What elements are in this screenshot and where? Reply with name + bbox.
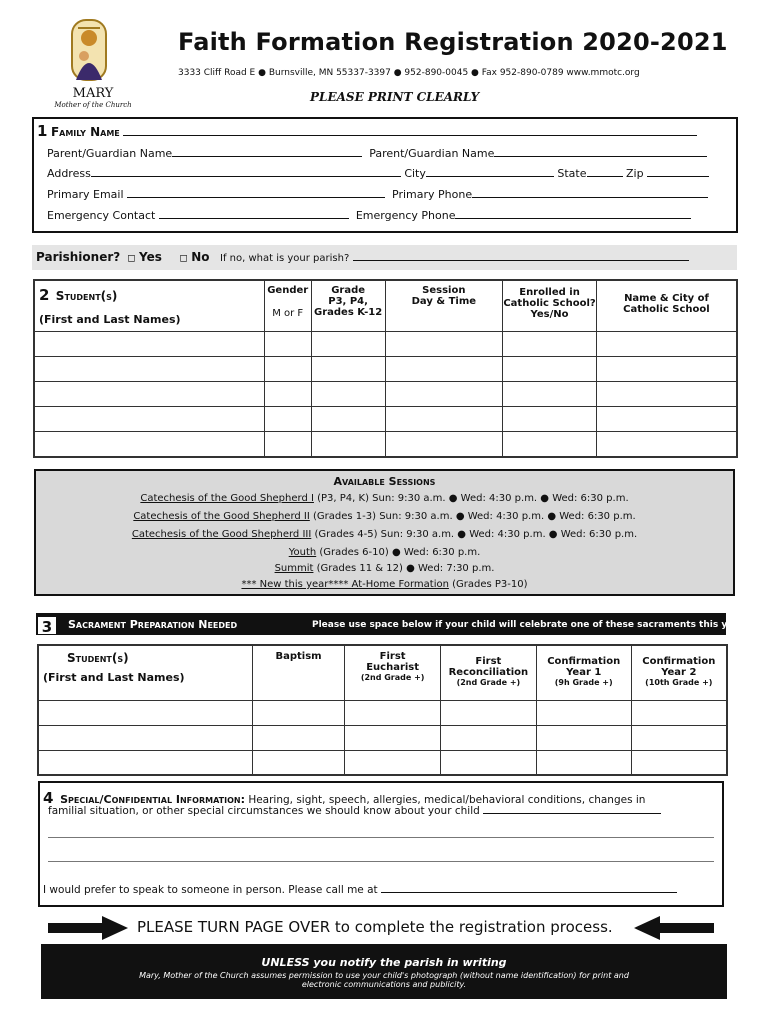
table-row[interactable] bbox=[34, 382, 737, 407]
emergency-contact-field[interactable] bbox=[159, 208, 349, 219]
special-info-field[interactable] bbox=[483, 803, 661, 814]
city-label: City bbox=[404, 167, 426, 180]
confirmation2-header: Confirmation Year 2 (10th Grade +) bbox=[631, 645, 727, 700]
special-info-line-2[interactable] bbox=[48, 861, 714, 862]
yes-checkbox[interactable]: ◻ bbox=[127, 253, 136, 264]
logo-name: MARY bbox=[72, 86, 114, 101]
gender-header: Gender M or F bbox=[264, 280, 311, 332]
parish-address: 3333 Cliff Road E ● Burnsville, MN 55337-3397 ● 952-890-0045 ● Fax 952-890-0789 www.mmotc.org bbox=[178, 68, 640, 78]
session-summit-text: (Grades 11 & 12) ● Wed: 7:30 p.m. bbox=[316, 563, 495, 574]
zip-label: Zip bbox=[626, 167, 644, 180]
sacrament-students-header: Student(s) (First and Last Names) bbox=[38, 645, 252, 700]
eucharist-header: First Eucharist (2nd Grade +) bbox=[345, 645, 441, 700]
school-header: Name & City of Catholic School bbox=[596, 280, 737, 332]
session-cgs1-text: (P3, P4, K) Sun: 9:30 a.m. ● Wed: 4:30 p.m. ● Wed: 6:30 p.m. bbox=[317, 493, 629, 504]
table-row[interactable] bbox=[34, 332, 737, 357]
no-checkbox[interactable]: ◻ bbox=[179, 253, 188, 264]
table-row[interactable] bbox=[38, 725, 727, 750]
parent2-label: Parent/Guardian Name bbox=[369, 147, 495, 160]
section-number-2: 2 bbox=[39, 286, 50, 304]
special-info-text1: Hearing, sight, speech, allergies, medical/behavioral conditions, changes in bbox=[248, 794, 646, 806]
table-row[interactable] bbox=[34, 357, 737, 382]
parent1-field[interactable] bbox=[172, 146, 362, 157]
confirmation1-header: Confirmation Year 1 (9h Grade +) bbox=[536, 645, 631, 700]
parishioner-label: Parishioner? bbox=[36, 250, 121, 264]
parent1-label: Parent/Guardian Name bbox=[47, 147, 173, 160]
emergency-contact-label: Emergency Contact bbox=[47, 209, 156, 222]
session-athome-text: (Grades P3-10) bbox=[452, 579, 528, 590]
call-me-label: I would prefer to speak to someone in person. Please call me at bbox=[43, 884, 378, 896]
other-parish-field[interactable] bbox=[353, 250, 689, 261]
enrolled-header: Enrolled in Catholic School? Yes/No bbox=[503, 280, 597, 332]
email-label: Primary Email bbox=[47, 188, 124, 201]
logo-subtitle: Mother of the Church bbox=[54, 101, 132, 109]
session-youth-text: (Grades 6-10) ● Wed: 6:30 p.m. bbox=[319, 547, 481, 558]
section-number-4: 4 bbox=[43, 789, 54, 807]
turn-page-notice: PLEASE TURN PAGE OVER to complete the registration process. bbox=[137, 918, 613, 936]
table-row[interactable] bbox=[38, 750, 727, 775]
email-field[interactable] bbox=[127, 187, 385, 198]
state-label: State bbox=[557, 167, 587, 180]
session-youth-link[interactable]: Youth bbox=[288, 547, 317, 558]
left-arrow-icon bbox=[634, 916, 714, 944]
emergency-phone-label: Emergency Phone bbox=[355, 209, 456, 222]
yes-label: Yes bbox=[139, 250, 162, 264]
footer-line2: Mary, Mother of the Church assumes permission to use your child's photograph (without name identification) for print and bbox=[139, 971, 629, 980]
zip-field[interactable] bbox=[647, 166, 709, 177]
call-me-field[interactable] bbox=[381, 882, 677, 893]
special-info-text2: familial situation, or other special circumstances we should know about your child bbox=[48, 805, 480, 817]
session-cgs2-text: (Grades 1-3) Sun: 9:30 a.m. ● Wed: 4:30 p.m. ● Wed: 6:30 p.m. bbox=[313, 511, 636, 522]
footer-line3: electronic communications and publicity. bbox=[301, 980, 467, 989]
section-number-3: 3 bbox=[41, 618, 53, 636]
table-row[interactable] bbox=[38, 700, 727, 725]
students-header bbox=[34, 280, 264, 332]
section-number-1: 1 bbox=[37, 122, 48, 140]
family-name-field[interactable] bbox=[123, 125, 697, 136]
students-subtitle: (First and Last Names) bbox=[39, 313, 181, 326]
no-label: No bbox=[191, 250, 210, 264]
baptism-header: Baptism bbox=[252, 645, 345, 700]
grade-header: Grade P3, P4, Grades K-12 bbox=[311, 280, 385, 332]
table-row[interactable] bbox=[34, 407, 737, 432]
session-cgs1-link[interactable]: Catechesis of the Good Shepherd I bbox=[140, 493, 314, 504]
session-header: Session Day & Time bbox=[385, 280, 503, 332]
special-info-line-1[interactable] bbox=[48, 837, 714, 838]
parent2-field[interactable] bbox=[494, 146, 707, 157]
session-cgs3-link[interactable]: Catechesis of the Good Shepherd III bbox=[131, 529, 312, 540]
phone-field[interactable] bbox=[472, 187, 708, 198]
city-field[interactable] bbox=[426, 166, 554, 177]
address-label: Address bbox=[47, 167, 91, 180]
session-athome-link[interactable]: *** New this year**** At-Home Formation bbox=[241, 579, 449, 590]
address-field[interactable] bbox=[91, 166, 401, 177]
session-summit-link[interactable]: Summit bbox=[274, 563, 314, 574]
other-parish-label: If no, what is your parish? bbox=[220, 253, 350, 264]
right-arrow-icon bbox=[48, 916, 128, 944]
session-cgs2-link[interactable]: Catechesis of the Good Shepherd II bbox=[133, 511, 310, 522]
sacrament-instruction: Please use space below if your child will celebrate one of these sacraments this year. bbox=[312, 620, 746, 630]
reconciliation-header: First Reconciliation (2nd Grade +) bbox=[440, 645, 536, 700]
print-clearly-note: PLEASE PRINT CLEARLY bbox=[310, 90, 480, 104]
sessions-title: Available Sessions bbox=[333, 475, 436, 488]
emergency-phone-field[interactable] bbox=[455, 208, 691, 219]
family-name-label: Family Name bbox=[50, 125, 120, 139]
photo-permission-footer bbox=[41, 944, 727, 999]
session-cgs3-text: (Grades 4-5) Sun: 9:30 a.m. ● Wed: 4:30 p.m. ● Wed: 6:30 p.m. bbox=[314, 529, 638, 540]
table-row[interactable] bbox=[34, 432, 737, 457]
students-table bbox=[33, 279, 738, 458]
form-title: Faith Formation Registration 2020-2021 bbox=[178, 28, 728, 56]
sacraments-table bbox=[37, 644, 728, 776]
phone-label: Primary Phone bbox=[392, 188, 473, 201]
sacrament-title: Sacrament Preparation Needed bbox=[68, 618, 238, 631]
state-field[interactable] bbox=[587, 166, 623, 177]
students-title: Student(s) bbox=[55, 289, 118, 303]
special-info-title: Special/Confidential Information: bbox=[60, 793, 245, 806]
footer-line1: UNLESS you notify the parish in writing bbox=[261, 956, 507, 969]
